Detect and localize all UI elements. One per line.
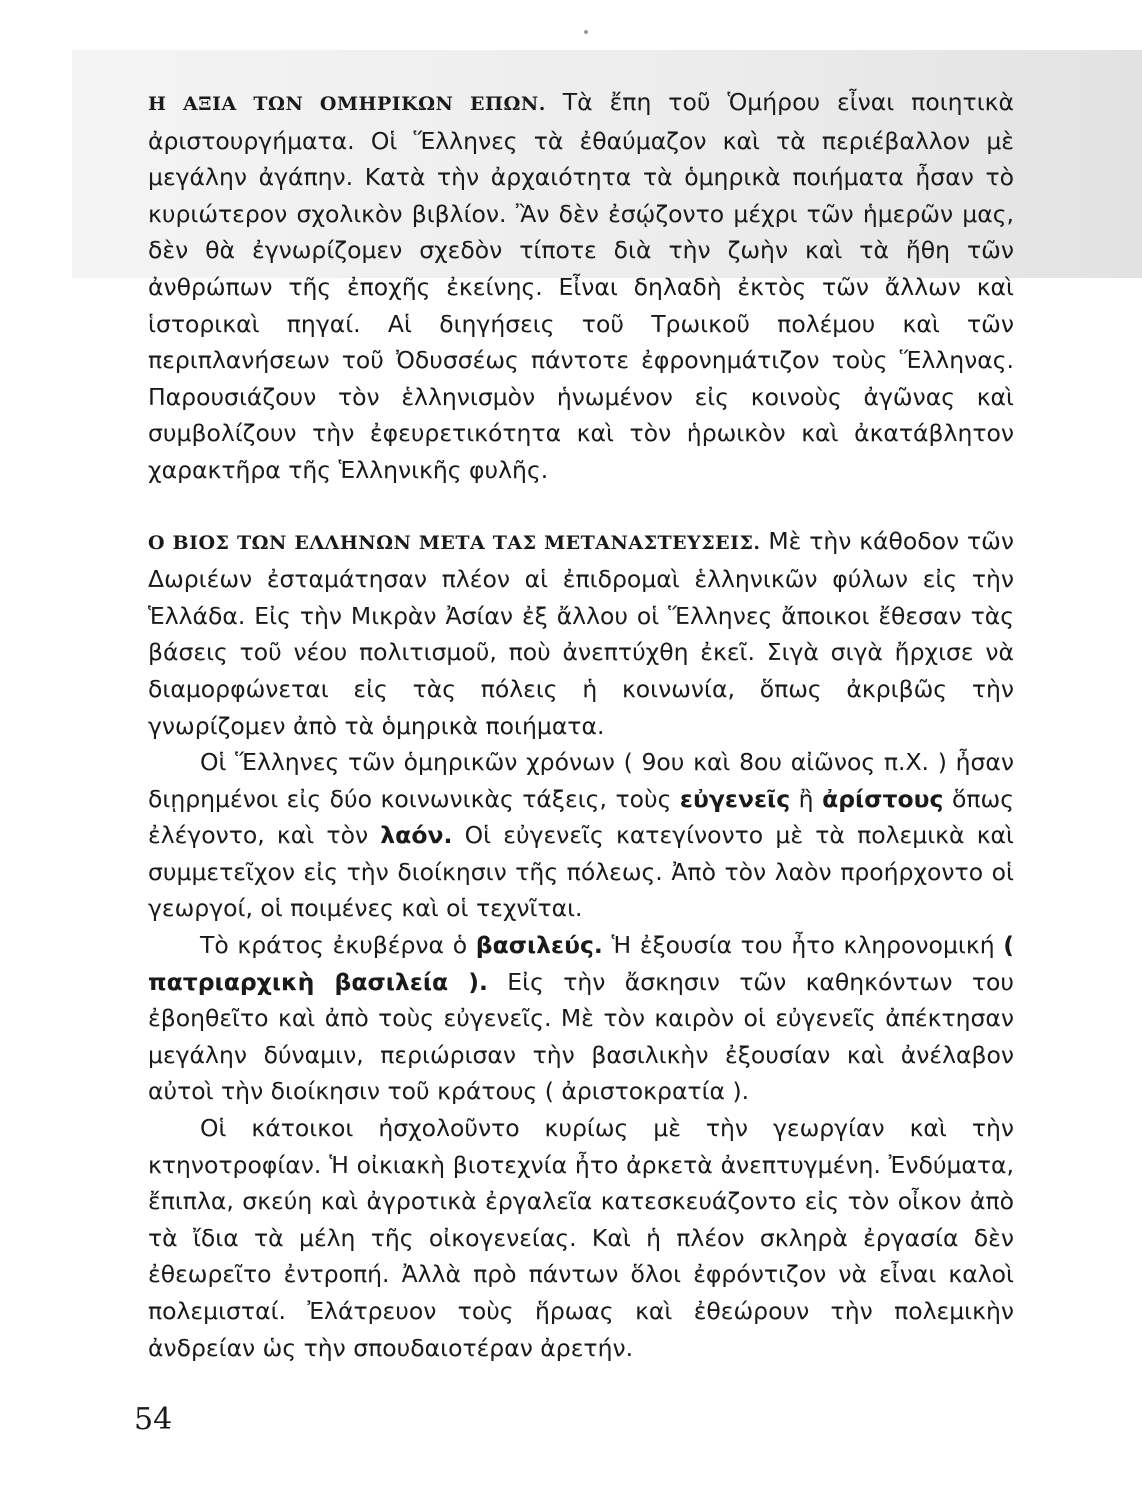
paragraph-state (148, 927, 1014, 1110)
paragraph-life-after-migrations (148, 523, 1014, 745)
paragraph-homeric-epics (148, 84, 1014, 489)
section-heading-homeric-epics: Η ΑΞΙΑ ΤΩΝ ΟΜΗΡΙΚΩΝ ΕΠΩΝ. (148, 93, 546, 115)
bold-term: ἀρίστους (822, 784, 944, 813)
bold-term: ( πατριαρχικὴ βασιλεία ). (148, 931, 1015, 996)
paragraph-text: Τὸ κράτος ἐκυβέρνα ὁ (200, 931, 476, 960)
paragraph-social-classes (148, 744, 1014, 927)
paragraph-text: ὅπως ἐλέγοντο, καὶ τὸν (148, 784, 1014, 850)
paragraph-text: Ἡ ἐξουσία του ἦτο κληρονομική (602, 931, 1004, 960)
paragraph-text: Εἰς τὴν ἄσκησιν τῶν καθηκόντων του ἐβοηθεῖτο καὶ ἀπὸ τοὺς εὐγενεῖς. Μὲ τὸν καιρὸν οἱ εὐγενεῖς ἀπέκτησαν μεγάλην δύναμιν, περιώρισαν τὴν βασιλικὴν ἐξουσίαν καὶ ἀνέλαβον αὐτοὶ τὴν διοίκησιν τοῦ κράτους ( ἀριστοκρατία ). (148, 967, 1014, 1106)
paragraph-text: Τὰ ἔπη τοῦ Ὁμήρου εἶναι ποιητικὰ ἀριστουργήματα. Οἱ Ἕλληνες τὰ ἐθαύμαζον καὶ τὰ περιέβαλλον μὲ μεγάλην ἀγάπην. Κατὰ τὴν ἀρχαιότητα τὰ ὁμηρικὰ ποιήματα ἦσαν τὸ κυριώτερον σχολικὸν βιβλίον. Ἂν δὲν ἐσῴζοντο μέχρι τῶν ἡμερῶν μας, δὲν θὰ ἐγνωρίζομεν σχεδὸν τίποτε διὰ τὴν ζωὴν καὶ τὰ ἤθη τῶν ἀνθρώπων τῆς ἐποχῆς ἐκείνης. Εἶναι δηλαδὴ ἐκτὸς τῶν ἄλλων καὶ ἱστορικαὶ πηγαί. Αἱ διηγήσεις τοῦ Τρωικοῦ πολέμου καὶ τῶν περιπλανήσεων τοῦ Ὀδυσσέως πάντοτε ἐφρονημάτιζον τοὺς Ἕλληνας. Παρουσιάζουν τὸν ἑλληνισμὸν ἡνωμένον εἰς κοινοὺς ἀγῶνας καὶ συμβολίζουν τὴν ἐφευρετικότητα καὶ τὸν ἡρωικὸν καὶ ἀκατάβλητον χαρακτῆρα τῆς Ἑλληνικῆς φυλῆς. (148, 88, 1014, 484)
paragraph-text: Οἱ κάτοικοι ἠσχολοῦντο κυρίως μὲ τὴν γεωργίαν καὶ τὴν κτηνοτροφίαν. Ἡ οἰκιακὴ βιοτεχνία ἦτο ἀρκετὰ ἀνεπτυγμένη. Ἐνδύματα, ἔπιπλα, σκεύη καὶ ἀγροτικὰ ἐργαλεῖα κατεσκευάζοντο εἰς τὸν οἶκον ἀπὸ τὰ ἴδια τὰ μέλη τῆς οἰκογενείας. Καὶ ἡ πλέον σκληρὰ ἐργασία δὲν ἐθεωρεῖτο ἐντροπή. Ἀλλὰ πρὸ πάντων ὅλοι ἐφρόντιζον νὰ εἶναι καλοὶ πολεμισταί. Ἐλάτρευον τοὺς ἥρωας καὶ ἐθεώρουν τὴν πολεμικὴν ἀνδρείαν ὡς τὴν σπουδαιοτέραν ἀρετήν. (148, 1114, 1014, 1362)
bold-term: λαόν. (380, 821, 453, 850)
paragraph-text: Οἱ εὐγενεῖς κατεγίνοντο μὲ τὰ πολεμικὰ καὶ συμμετεῖχον εἰς τὴν διοίκησιν τῆς πόλεως. Ἀπὸ τὸν λαὸν προήρχοντο οἱ γεωργοί, οἱ ποιμένες καὶ οἱ τεχνῖται. (148, 821, 1014, 923)
paragraph-text: Οἱ Ἕλληνες τῶν ὁμηρικῶν χρόνων ( 9ου καὶ 8ου αἰῶνος π.Χ. ) ἦσαν διῃρημένοι εἰς δύο κοινωνικὰς τάξεις, τοὺς (148, 748, 1014, 813)
paragraph-daily-life (148, 1110, 1014, 1366)
text-column (148, 84, 1014, 1366)
paragraph-text: ἢ (790, 784, 823, 813)
page-number: 54 (134, 1402, 173, 1437)
print-speck (584, 30, 588, 34)
bold-term: εὐγενεῖς (679, 784, 791, 813)
paragraph-text: Μὲ τὴν κάθοδον τῶν Δωριέων ἐσταμάτησαν πλέον αἱ ἐπιδρομαὶ ἑλληνικῶν φύλων εἰς τὴν Ἑλλάδα. Εἰς τὴν Μικρὰν Ἀσίαν ἐξ ἄλλου οἱ Ἕλληνες ἄποικοι ἔθεσαν τὰς βάσεις τοῦ νέου πολιτισμοῦ, ποὺ ἀνεπτύχθη ἐκεῖ. Σιγὰ σιγὰ ἤρχισε νὰ διαμορφώνεται εἰς τὰς πόλεις ἡ κοινωνία, ὅπως ἀκριβῶς τὴν γνωρίζομεν ἀπὸ τὰ ὁμηρικὰ ποιήματα. (148, 526, 1014, 740)
bold-term: βασιλεύς. (475, 931, 603, 960)
section-heading-life-after-migrations: Ο ΒΙΟΣ ΤΩΝ ΕΛΛΗΝΩΝ ΜΕΤΑ ΤΑΣ ΜΕΤΑΝΑΣΤΕΥΣΕΙΣ. (148, 531, 761, 554)
